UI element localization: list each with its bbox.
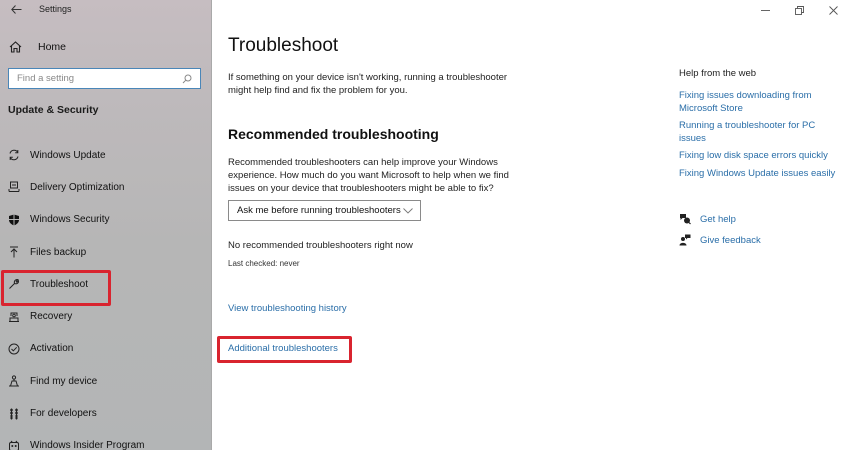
sidebar-item-files-backup[interactable] [0,236,212,268]
last-checked: Last checked: never [228,259,300,268]
sidebar-item-label: Recovery [30,311,73,323]
help-link[interactable]: Fixing issues downloading from Microsoft Store [679,90,812,114]
shield-icon [8,214,20,226]
sidebar-item-for-developers[interactable] [0,397,212,429]
minimize-button[interactable] [748,0,782,20]
home-label: Home [38,41,67,53]
window-controls [748,0,850,20]
find-device-icon [8,375,20,387]
get-help-row [679,212,761,226]
help-links [679,90,839,185]
sidebar-item-label: For developers [30,408,97,420]
sidebar-item-label: Windows Security [30,214,110,226]
get-help-link[interactable]: Get help [700,213,736,225]
sidebar-item-label: Windows Insider Program [30,440,145,450]
give-feedback-link[interactable]: Give feedback [700,234,761,246]
back-arrow-icon [11,5,22,14]
sidebar-item-label: Troubleshoot [30,278,88,290]
sidebar-item-windows-update[interactable] [0,139,212,171]
sync-icon [8,149,20,161]
sidebar-item-find-my-device[interactable] [0,365,212,397]
sidebar-item-activation[interactable] [0,333,212,365]
sidebar-item-label: Windows Update [30,149,106,161]
dropdown-value: Ask me before running troubleshooters [237,205,401,216]
restore-icon [795,6,804,15]
section-label: Update & Security [8,104,99,116]
sidebar [0,0,212,450]
recommended-heading: Recommended troubleshooting [228,126,439,142]
developer-icon [8,408,20,420]
give-feedback-row [679,233,761,247]
close-icon [829,6,838,15]
app-title: Settings [39,4,72,14]
recovery-icon [8,311,20,323]
sidebar-home[interactable] [8,39,66,55]
minimize-icon [761,6,770,15]
sidebar-item-windows-insider[interactable] [0,430,212,450]
help-link[interactable]: Running a troubleshooter for PC issues [679,120,816,144]
sidebar-item-recovery[interactable] [0,300,212,332]
title-bar [0,0,212,20]
help-link[interactable]: Fixing low disk space errors quickly [679,150,828,161]
search-box[interactable] [8,68,201,89]
close-button[interactable] [816,0,850,20]
get-help-icon [679,213,691,225]
help-title: Help from the web [679,68,757,79]
recommended-status: No recommended troubleshooters right now [228,240,413,251]
sidebar-item-label: Delivery Optimization [30,181,125,193]
additional-troubleshooters-link[interactable]: Additional troubleshooters [228,343,338,354]
chevron-down-icon [401,204,415,218]
troubleshooter-preference-dropdown[interactable] [228,200,421,221]
check-circle-icon [8,343,20,355]
home-icon [8,40,22,54]
view-history-link[interactable]: View troubleshooting history [228,303,347,314]
sidebar-item-label: Activation [30,343,74,355]
sidebar-item-label: Files backup [30,246,87,258]
search-icon[interactable] [180,72,194,86]
sidebar-item-windows-security[interactable] [0,204,212,236]
back-button[interactable] [8,2,24,18]
wrench-icon [8,278,20,290]
recommended-description: Recommended troubleshooters can help improve your Windows experience. How much do you want Microsoft to help when we find issues on your device that troubleshooters might be able to fix? [228,157,509,194]
insider-icon [8,440,20,450]
backup-arrow-icon [8,246,20,258]
sidebar-nav [0,139,212,450]
sidebar-item-delivery-optimization[interactable] [0,171,212,203]
restore-button[interactable] [782,0,816,20]
sidebar-item-label: Find my device [30,375,98,387]
intro-text: If something on your device isn't working, running a troubleshooter might help find and fix the problem for you. [228,72,508,96]
feedback-icon [679,234,691,246]
help-link[interactable]: Fixing Windows Update issues easily [679,167,836,179]
search-input[interactable] [9,73,180,84]
sidebar-item-troubleshoot[interactable] [0,268,212,300]
delivery-icon [8,181,20,193]
help-actions [679,212,761,254]
page-title: Troubleshoot [228,35,339,56]
